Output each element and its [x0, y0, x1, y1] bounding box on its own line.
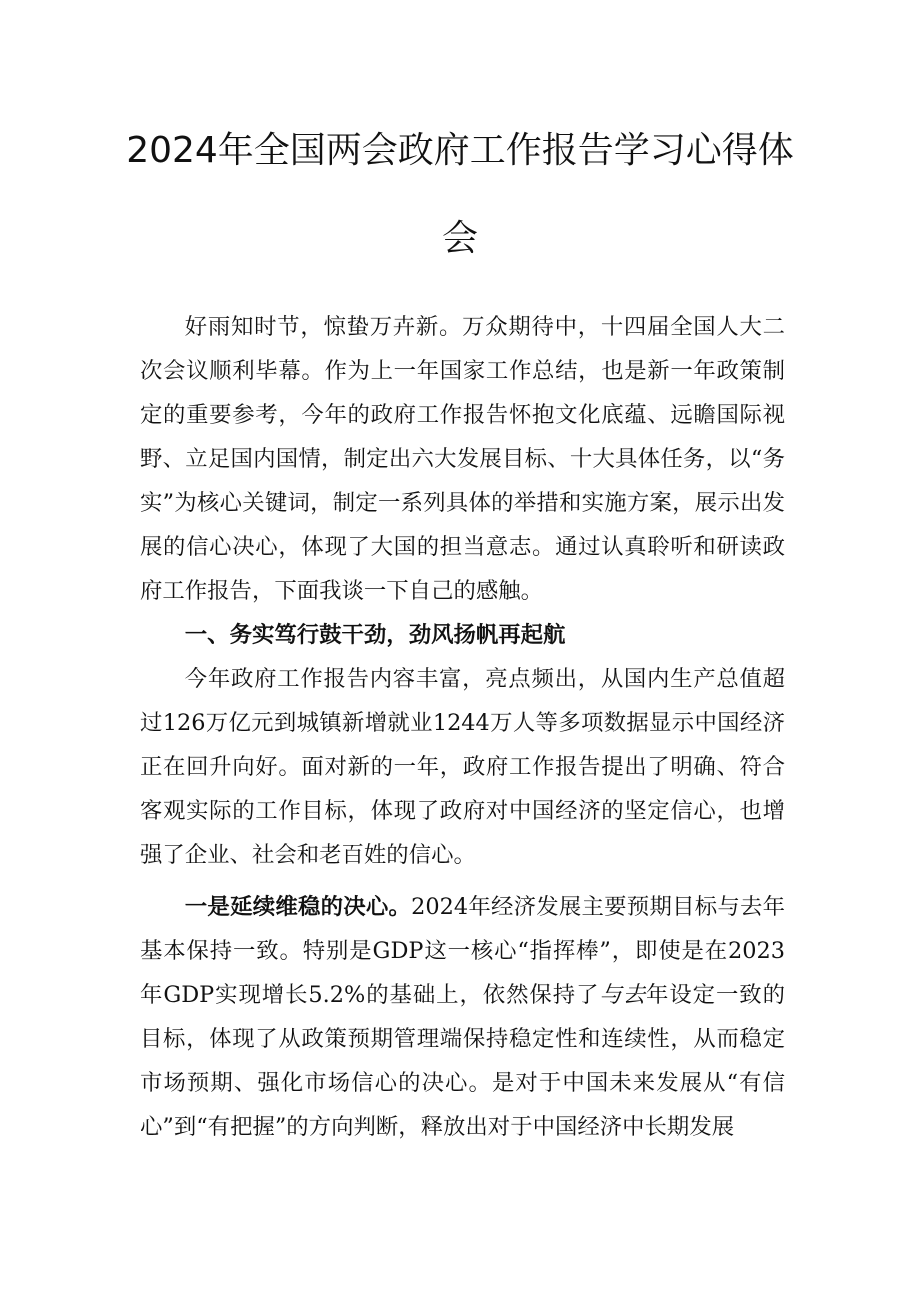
paragraph-text-segment-b: 年设定一致的目标，体现了从政策预期管理端保持稳定性和连续性，从而稳定市场预期、强化市场信心的决心。是对于中国未来发展从“有信心”到“有把握”的方向判断，释放出对于中国经济中长期发展	[140, 982, 786, 1140]
paragraph-lead-text: 一是延续维稳的决心。	[184, 894, 412, 920]
document-title-line-2: 会	[441, 218, 478, 259]
paragraph-text-segment-a: 2024年经济发展主要预期目标与去年基本保持一致。特别是GDP这一核心“指挥棒”，即使是在2023年GDP实现增长5.2%的基础上，依然保持了	[140, 894, 786, 1008]
section-heading-1: 一、务实笃行鼓干劲，劲风扬帆再起航	[184, 622, 566, 648]
paragraph-intro: 好雨知时节，惊蛰万卉新。万众期待中，十四届全国人大二次会议顺利毕幕。作为上一年国家工作总结，也是新一年政策制定的重要参考，今年的政府工作报告怀抱文化底蕴、远瞻国际视野、立足国内国情，制定出六大发展目标、十大具体任务，以“务实”为核心关键词，制定一系列具体的举措和实施方案，展示出发展的信心决心，体现了大国的担当意志。通过认真聆听和研读政府工作报告，下面我谈一下自己的感触。	[140, 314, 785, 604]
paragraph-stability	[140, 885, 785, 1149]
document-title-line-1: 2024年全国两会政府工作报告学习心得体	[126, 130, 794, 171]
document-body	[140, 305, 785, 1149]
paragraph-italic-segment: 与去	[599, 982, 647, 1008]
paragraph-economy-overview: 今年政府工作报告内容丰富，亮点频出，从国内生产总值超过126万亿元到城镇新增就业1244万人等多项数据显示中国经济正在回升向好。面对新的一年，政府工作报告提出了明确、符合客观实际的工作目标，体现了政府对中国经济的坚定信心，也增强了企业、社会和老百姓的信心。	[140, 666, 785, 868]
